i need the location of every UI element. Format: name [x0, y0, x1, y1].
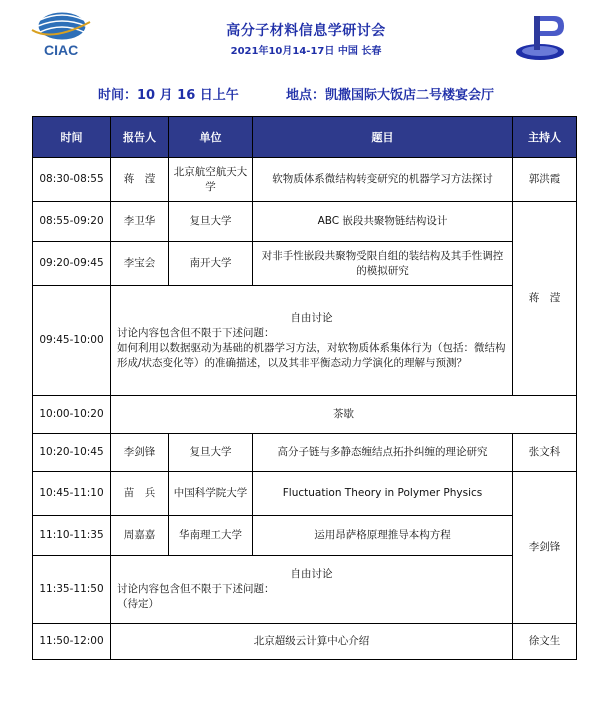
topic-cell: 高分子链与多静态缠结点拓扑纠缠的理论研究 [253, 434, 513, 472]
host-cell: 张文科 [513, 434, 577, 472]
time-cell: 08:30-08:55 [33, 158, 111, 202]
time-cell: 11:10-11:35 [33, 516, 111, 556]
speaker-cell: 李宝会 [111, 242, 169, 286]
logo-text: CIAC [44, 42, 79, 58]
time-cell: 11:50-12:00 [33, 624, 111, 660]
table-row [33, 472, 577, 516]
time-cell: 10:00-10:20 [33, 396, 111, 434]
page-header [0, 0, 612, 70]
unit-cell: 北京航空航天大学 [169, 158, 253, 202]
page-title: 高分子材料信息学研讨会 [226, 23, 386, 39]
time-cell: 10:20-10:45 [33, 434, 111, 472]
unit-cell: 华南理工大学 [169, 516, 253, 556]
table-row [33, 434, 577, 472]
discussion-question: （待定） [117, 598, 159, 610]
speaker-cell: 苗 兵 [111, 472, 169, 516]
col-header-speaker: 报告人 [111, 117, 169, 158]
discussion-cell [111, 286, 513, 396]
table-row [33, 556, 577, 624]
unit-cell: 复旦大学 [169, 202, 253, 242]
time-cell: 10:45-11:10 [33, 472, 111, 516]
schedule-table [32, 116, 577, 660]
time-cell: 09:20-09:45 [33, 242, 111, 286]
speaker-cell: 李剑锋 [111, 434, 169, 472]
table-row [33, 158, 577, 202]
topic-cell: Fluctuation Theory in Polymer Physics [253, 472, 513, 516]
discussion-intro: 讨论内容包含但不限于下述问题： [117, 583, 275, 595]
table-row [33, 624, 577, 660]
col-header-time: 时间 [33, 117, 111, 158]
table-row [33, 516, 577, 556]
host-cell: 蒋 滢 [513, 202, 577, 396]
unit-cell: 复旦大学 [169, 434, 253, 472]
topic-cell: 运用昂萨格原理推导本构方程 [253, 516, 513, 556]
host-cell: 李剑锋 [513, 472, 577, 624]
topic-cell: 北京超级云计算中心介绍 [111, 624, 513, 660]
discussion-cell [111, 556, 513, 624]
table-row [33, 242, 577, 286]
topic-cell: 对非手性嵌段共聚物受限自组的装结构及其手性调控的模拟研究 [253, 242, 513, 286]
col-header-unit: 单位 [169, 117, 253, 158]
col-header-topic: 题目 [253, 117, 513, 158]
discussion-question: 如何利用以数据驱动为基础的机器学习方法，对软物质体系集体行为（包括：微结构形成/状态变化等）的准确描述，以及其非平衡态动力学演化的理解与预测？ [117, 341, 506, 369]
session-place: 地点：凯撒国际大饭店二号楼宴会厅 [286, 88, 495, 103]
topic-cell: 软物质体系微结构转变研究的机器学习方法探讨 [253, 158, 513, 202]
page-subtitle: 2021年10月14-17日 中国 长春 [230, 46, 382, 57]
unit-cell: 中国科学院大学 [169, 472, 253, 516]
table-header-row [33, 117, 577, 158]
speaker-cell: 李卫华 [111, 202, 169, 242]
emblem-logo [510, 8, 572, 66]
col-header-host: 主持人 [513, 117, 577, 158]
speaker-cell: 蒋 滢 [111, 158, 169, 202]
discussion-title: 自由讨论 [290, 568, 333, 580]
host-cell: 郭洪霞 [513, 158, 577, 202]
time-cell: 09:45-10:00 [33, 286, 111, 396]
discussion-title: 自由讨论 [290, 311, 333, 324]
topic-cell: ABC 嵌段共聚物链结构设计 [253, 202, 513, 242]
table-row [33, 286, 577, 396]
break-cell: 茶歇 [111, 396, 577, 434]
host-cell: 徐文生 [513, 624, 577, 660]
table-row [33, 396, 577, 434]
session-time: 时间：10 月 16 日上午 [98, 88, 239, 103]
speaker-cell: 周嘉嘉 [111, 516, 169, 556]
discussion-intro: 讨论内容包含但不限于下述问题： [117, 326, 275, 339]
time-cell: 11:35-11:50 [33, 556, 111, 624]
unit-cell: 南开大学 [169, 242, 253, 286]
table-row [33, 202, 577, 242]
time-cell: 08:55-09:20 [33, 202, 111, 242]
ciac-logo [22, 6, 102, 60]
